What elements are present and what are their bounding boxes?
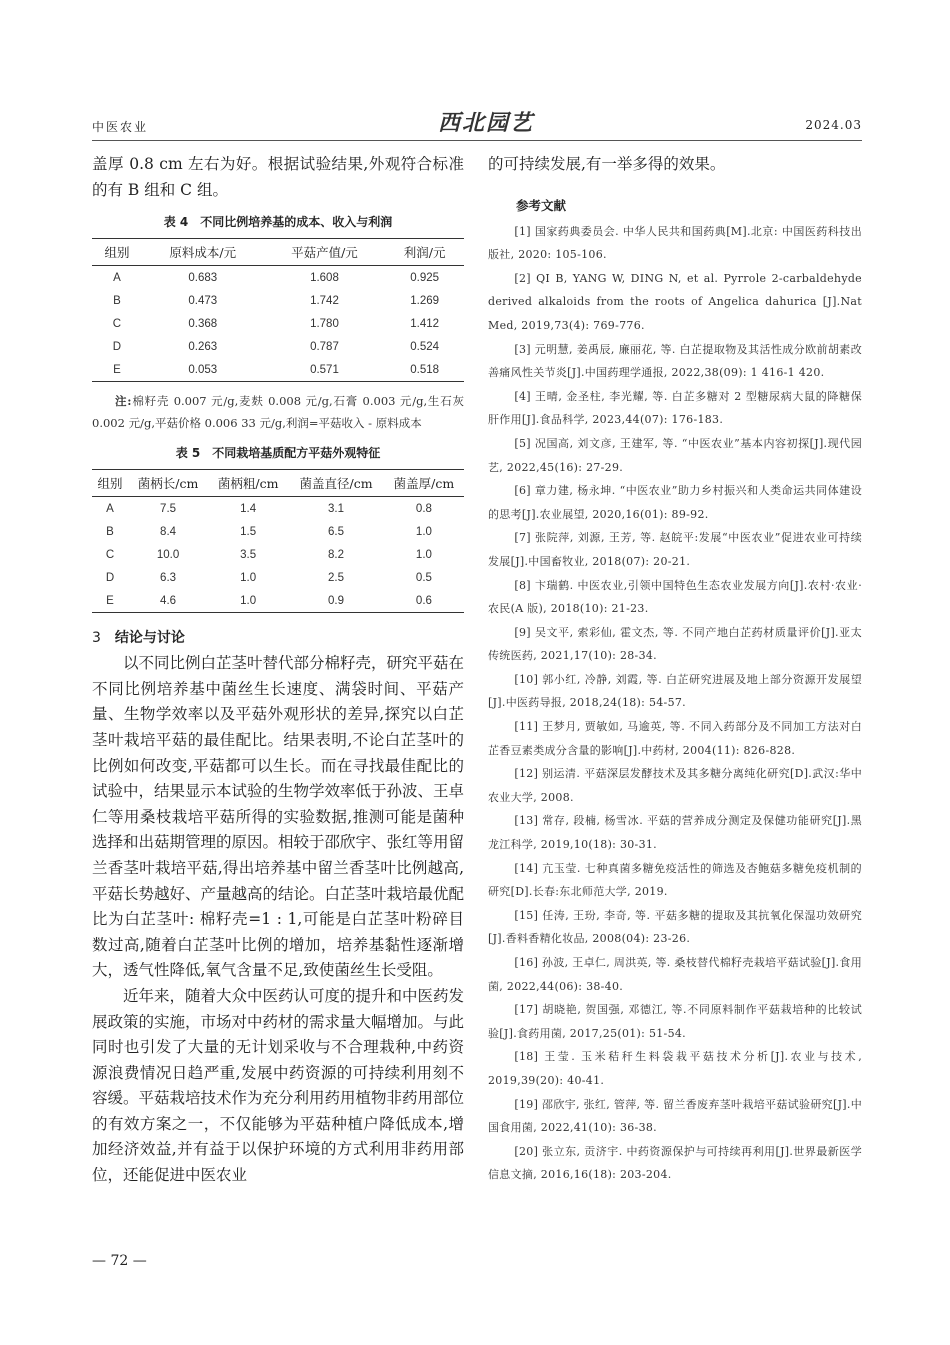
table-cell: 1.4 — [240, 502, 257, 515]
table-cell: A — [113, 271, 121, 284]
table-cell: 0.263 — [188, 340, 218, 353]
reference-item: [20] 张立东, 贡济宇. 中药资源保护与可持续再利用[J].世界最新医学信息文摘, 2016,16(18): 203-204. — [488, 1144, 862, 1182]
table-cell: 3.5 — [240, 548, 257, 561]
reference-item: [13] 常存, 段楠, 杨雪冰. 平菇的营养成分测定及保健功能研究[J].黑龙江科学, 2019,10(18): 30-31. — [488, 814, 862, 852]
table-cell: D — [112, 340, 122, 353]
table-header-row — [92, 470, 464, 497]
reference-item: [17] 胡晓艳, 贺国强, 邓德江, 等.不同原料制作平菇栽培种的比较试验[J].食药用菌, 2017,25(01): 51-54. — [488, 1003, 862, 1040]
table4-title: 表 4 不同比例培养基的成本、收入与利润 — [163, 215, 393, 230]
section-heading — [92, 627, 464, 647]
table-cell: 7.5 — [160, 502, 177, 515]
references-heading: 参考文献 — [516, 197, 567, 213]
table-cell: C — [112, 317, 122, 330]
table-cell: 1.780 — [310, 317, 339, 330]
page-number: — 72 — — [92, 1253, 147, 1269]
table-cell: 0.683 — [188, 271, 218, 284]
reference-item: [1] 国家药典委员会. 中华人民共和国药典[M].北京: 中国医药科技出版社, 2020: 105-106. — [488, 224, 862, 262]
table-cell: 1.608 — [310, 271, 339, 284]
table-header: 组别 — [92, 470, 128, 497]
reference-item: [11] 王梦月, 贾敏如, 马逾英, 等. 不同入药部分及不同加工方法对白芷香豆素类成分含量的影响[J].中药材, 2004(11): 826-828. — [488, 720, 862, 757]
table-header: 菌盖直径/cm — [288, 470, 384, 497]
reference-item: [2] QI B, YANG W, DING N, et al. Pyrrole 2-carbaldehyde derived alkaloids from the roots of Angelica dahurica [J].Nat Med, 2019,73(4): 769-776. — [488, 271, 862, 332]
reference-item: [14] 亢玉莹. 七种真菌多糖免疫活性的筛选及杏鲍菇多糖免疫机制的研究[D].长春:东北师范大学, 2019. — [488, 861, 862, 899]
table5-title: 表 5 不同栽培基质配方平菇外观特征 — [175, 446, 381, 461]
discussion-paragraph: 近年来，随着大众中医药认可度的提升和中医药发展政策的实施，市场对中药材的需求量大幅增加。与此同时也引发了大量的无计划采收与不合理栽种,中药资源浪费情况日趋严重,发展中药资源的可持续利用刻不容缓。平菇栽培技术作为充分利用药用植物非药用部位的有效方案之一，不仅能够为平菇种植户降低成本,增加经济效益,并有益于以保护环境的方式利用非药用部位，还能促进中医农业 — [92, 986, 465, 1185]
table-row — [92, 312, 464, 335]
table-header: 菌柄长/cm — [128, 470, 208, 497]
intro-paragraph: 盖厚 0.8 cm 左右为好。根据试验结果,外观符合标准的有 B 组和 C 组。 — [92, 155, 464, 199]
table-cell: 0.368 — [188, 317, 218, 330]
table-cell: E — [92, 358, 142, 382]
journal-section: 中医农业 — [92, 120, 149, 134]
table-cell: E — [92, 589, 128, 613]
conclusion-paragraph: 以不同比例白芷茎叶替代部分棉籽壳，研究平菇在不同比例培养基中菌丝生长速度、满袋时间、平菇产量、生物学效率以及平菇外观形状的差异,探究以白芷茎叶栽培平菇的最佳配比。结果表明,不论白芷茎叶的比例如何改变,平菇都可以生长。而在寻找最佳配比的试验中，结果显示本试验的生物学效率低于孙波、王卓仁等用桑枝栽培平菇所得的实验数据,推测可能是菌种选择和出菇期管理的原因。相较于邵欣宇、张红等用留兰香茎叶栽培平菇,得出培养基中留兰香茎叶比例越高,平菇长势越好、产量越高的结论。白芷茎叶栽培最优配比为白芷茎叶: 棉籽壳=1 : 1,可能是白芷茎叶粉碎目数过高,随着白芷茎叶比例的增加，培养基黏性逐渐增大，透气性降低,氧气含量不足,致使菌丝生长受阻。 — [92, 654, 465, 980]
table-cell: 0.787 — [310, 340, 339, 353]
table-cell: 8.4 — [160, 525, 177, 538]
table-cell: 10.0 — [156, 548, 180, 561]
table-cell: 1.0 — [240, 571, 257, 584]
table-row — [92, 358, 464, 382]
table4 — [92, 238, 464, 382]
table-cell: B — [106, 525, 114, 538]
table5 — [92, 469, 464, 613]
reference-item: [6] 章力建, 杨永坤. “中医农业”助力乡村振兴和人类命运共同体建设的思考[J].农业展望, 2020,16(01): 89-92. — [488, 484, 862, 521]
table-row — [92, 335, 464, 358]
table-header: 菌柄粗/cm — [208, 470, 288, 497]
reference-list — [488, 220, 862, 1187]
table-cell: 0.473 — [188, 294, 218, 307]
table-cell: 1.0 — [208, 589, 288, 613]
issue-date: 2024.03 — [805, 118, 862, 132]
table-cell: 4.6 — [128, 589, 208, 613]
section-title: 结论与讨论 — [114, 630, 185, 647]
table-cell: 8.2 — [328, 548, 345, 561]
table-cell: B — [113, 294, 121, 307]
table-cell: 0.8 — [415, 502, 432, 515]
table-cell: 6.5 — [328, 525, 345, 538]
table4-note — [92, 390, 464, 434]
table-cell: 0.524 — [410, 340, 440, 353]
table-row — [92, 589, 464, 613]
header-divider — [92, 140, 862, 141]
table-header: 菌盖厚/cm — [384, 470, 464, 497]
table-header: 原料成本/元 — [142, 239, 264, 266]
table-header: 组别 — [92, 239, 142, 266]
table-header: 平菇产值/元 — [264, 239, 386, 266]
reference-item: [8] 卞瑞鹤. 中医农业,引领中国特色生态农业发展方向[J].农村·农业·农民(A 版), 2018(10): 21-23. — [488, 578, 862, 616]
table-cell: 0.571 — [264, 358, 386, 382]
reference-item: [10] 郭小红, 冷静, 刘霞, 等. 白芷研究进展及地上部分资源开发展望[J].中医药导报, 2018,24(18): 54-57. — [488, 672, 862, 710]
table-row — [92, 266, 464, 290]
table-cell: 1.0 — [415, 548, 432, 561]
table-cell: 0.925 — [410, 271, 440, 284]
section-number: 3 — [92, 630, 101, 647]
table-cell: 0.518 — [385, 358, 464, 382]
table-cell: 0.053 — [142, 358, 264, 382]
reference-item: [4] 王晴, 金圣柱, 李光耀, 等. 白芷多糖对 2 型糖尿病大鼠的降糖保肝作用[J].食品科学, 2023,44(07): 176-183. — [488, 389, 862, 427]
reference-item: [18] 王莹. 玉米秸秆生料袋栽平菇技术分析[J].农业与技术, 2019,39(20): 40-41. — [488, 1050, 862, 1087]
continuation-paragraph: 的可持续发展,有一举多得的效果。 — [488, 155, 726, 173]
table-cell: 6.3 — [160, 571, 177, 584]
note-text: 棉籽壳 0.007 元/g,麦麸 0.008 元/g,石膏 0.003 元/g,生石灰 0.002 元/g,平菇价格 0.006 33 元/g,利润=平菇收入 - 原料成本 — [92, 394, 464, 431]
table-cell: 2.5 — [328, 571, 345, 584]
table-cell: C — [105, 548, 115, 561]
table-cell: 3.1 — [328, 502, 345, 515]
table-row — [92, 543, 464, 566]
table-header-row — [92, 239, 464, 266]
running-header — [92, 108, 862, 138]
table-cell: 1.269 — [410, 294, 440, 307]
table-cell: A — [106, 502, 114, 515]
table-row — [92, 520, 464, 543]
note-label: 注: — [115, 394, 132, 409]
reference-item: [16] 孙波, 王卓仁, 周洪英, 等. 桑枝替代棉籽壳栽培平菇试验[J].食用菌, 2022,44(06): 38-40. — [488, 956, 862, 993]
reference-item: [15] 任涛, 王玢, 李奇, 等. 平菇多糖的提取及其抗氧化保湿功效研究[J].香料香精化妆品, 2008(04): 23-26. — [488, 908, 862, 946]
table-cell: 1.0 — [415, 525, 432, 538]
table-cell: D — [105, 571, 115, 584]
reference-item: [12] 别运清. 平菇深层发酵技术及其多糖分离纯化研究[D].武汉:华中农业大学, 2008. — [488, 767, 862, 804]
reference-item: [19] 邵欣宇, 张红, 管萍, 等. 留兰香废弃茎叶栽培平菇试验研究[J].中国食用菌, 2022,41(10): 36-38. — [488, 1097, 862, 1135]
right-column — [488, 152, 862, 1187]
table-row — [92, 289, 464, 312]
table-cell: 1.742 — [310, 294, 339, 307]
table-row — [92, 566, 464, 589]
reference-item: [5] 况国高, 刘文彦, 王建军, 等. “中医农业”基本内容初探[J].现代园艺, 2022,45(16): 27-29. — [488, 436, 862, 474]
journal-logo: 西北园艺 — [438, 110, 535, 136]
reference-item: [9] 吴文平, 索彩仙, 霍文杰, 等. 不同产地白芷药材质量评价[J].亚太传统医药, 2021,17(10): 28-34. — [488, 625, 862, 663]
table-cell: 0.5 — [415, 571, 432, 584]
table-cell: 0.6 — [384, 589, 464, 613]
table-cell: 1.412 — [410, 317, 440, 330]
table-cell: 0.9 — [288, 589, 384, 613]
reference-item: [3] 元明慧, 姜禹辰, 廉丽花, 等. 白芷提取物及其活性成分欧前胡素改善痛风性关节炎[J].中国药理学通报, 2022,38(09): 1 416-1 420. — [488, 342, 862, 380]
left-column — [92, 152, 464, 1189]
table-cell: 1.5 — [240, 525, 257, 538]
reference-item: [7] 张院萍, 刘源, 王芳, 等. 赵皖平:发展“中医农业”促进农业可持续发展[J].中国畜牧业, 2018(07): 20-21. — [488, 531, 862, 568]
table-row — [92, 497, 464, 521]
table-header: 利润/元 — [385, 239, 464, 266]
